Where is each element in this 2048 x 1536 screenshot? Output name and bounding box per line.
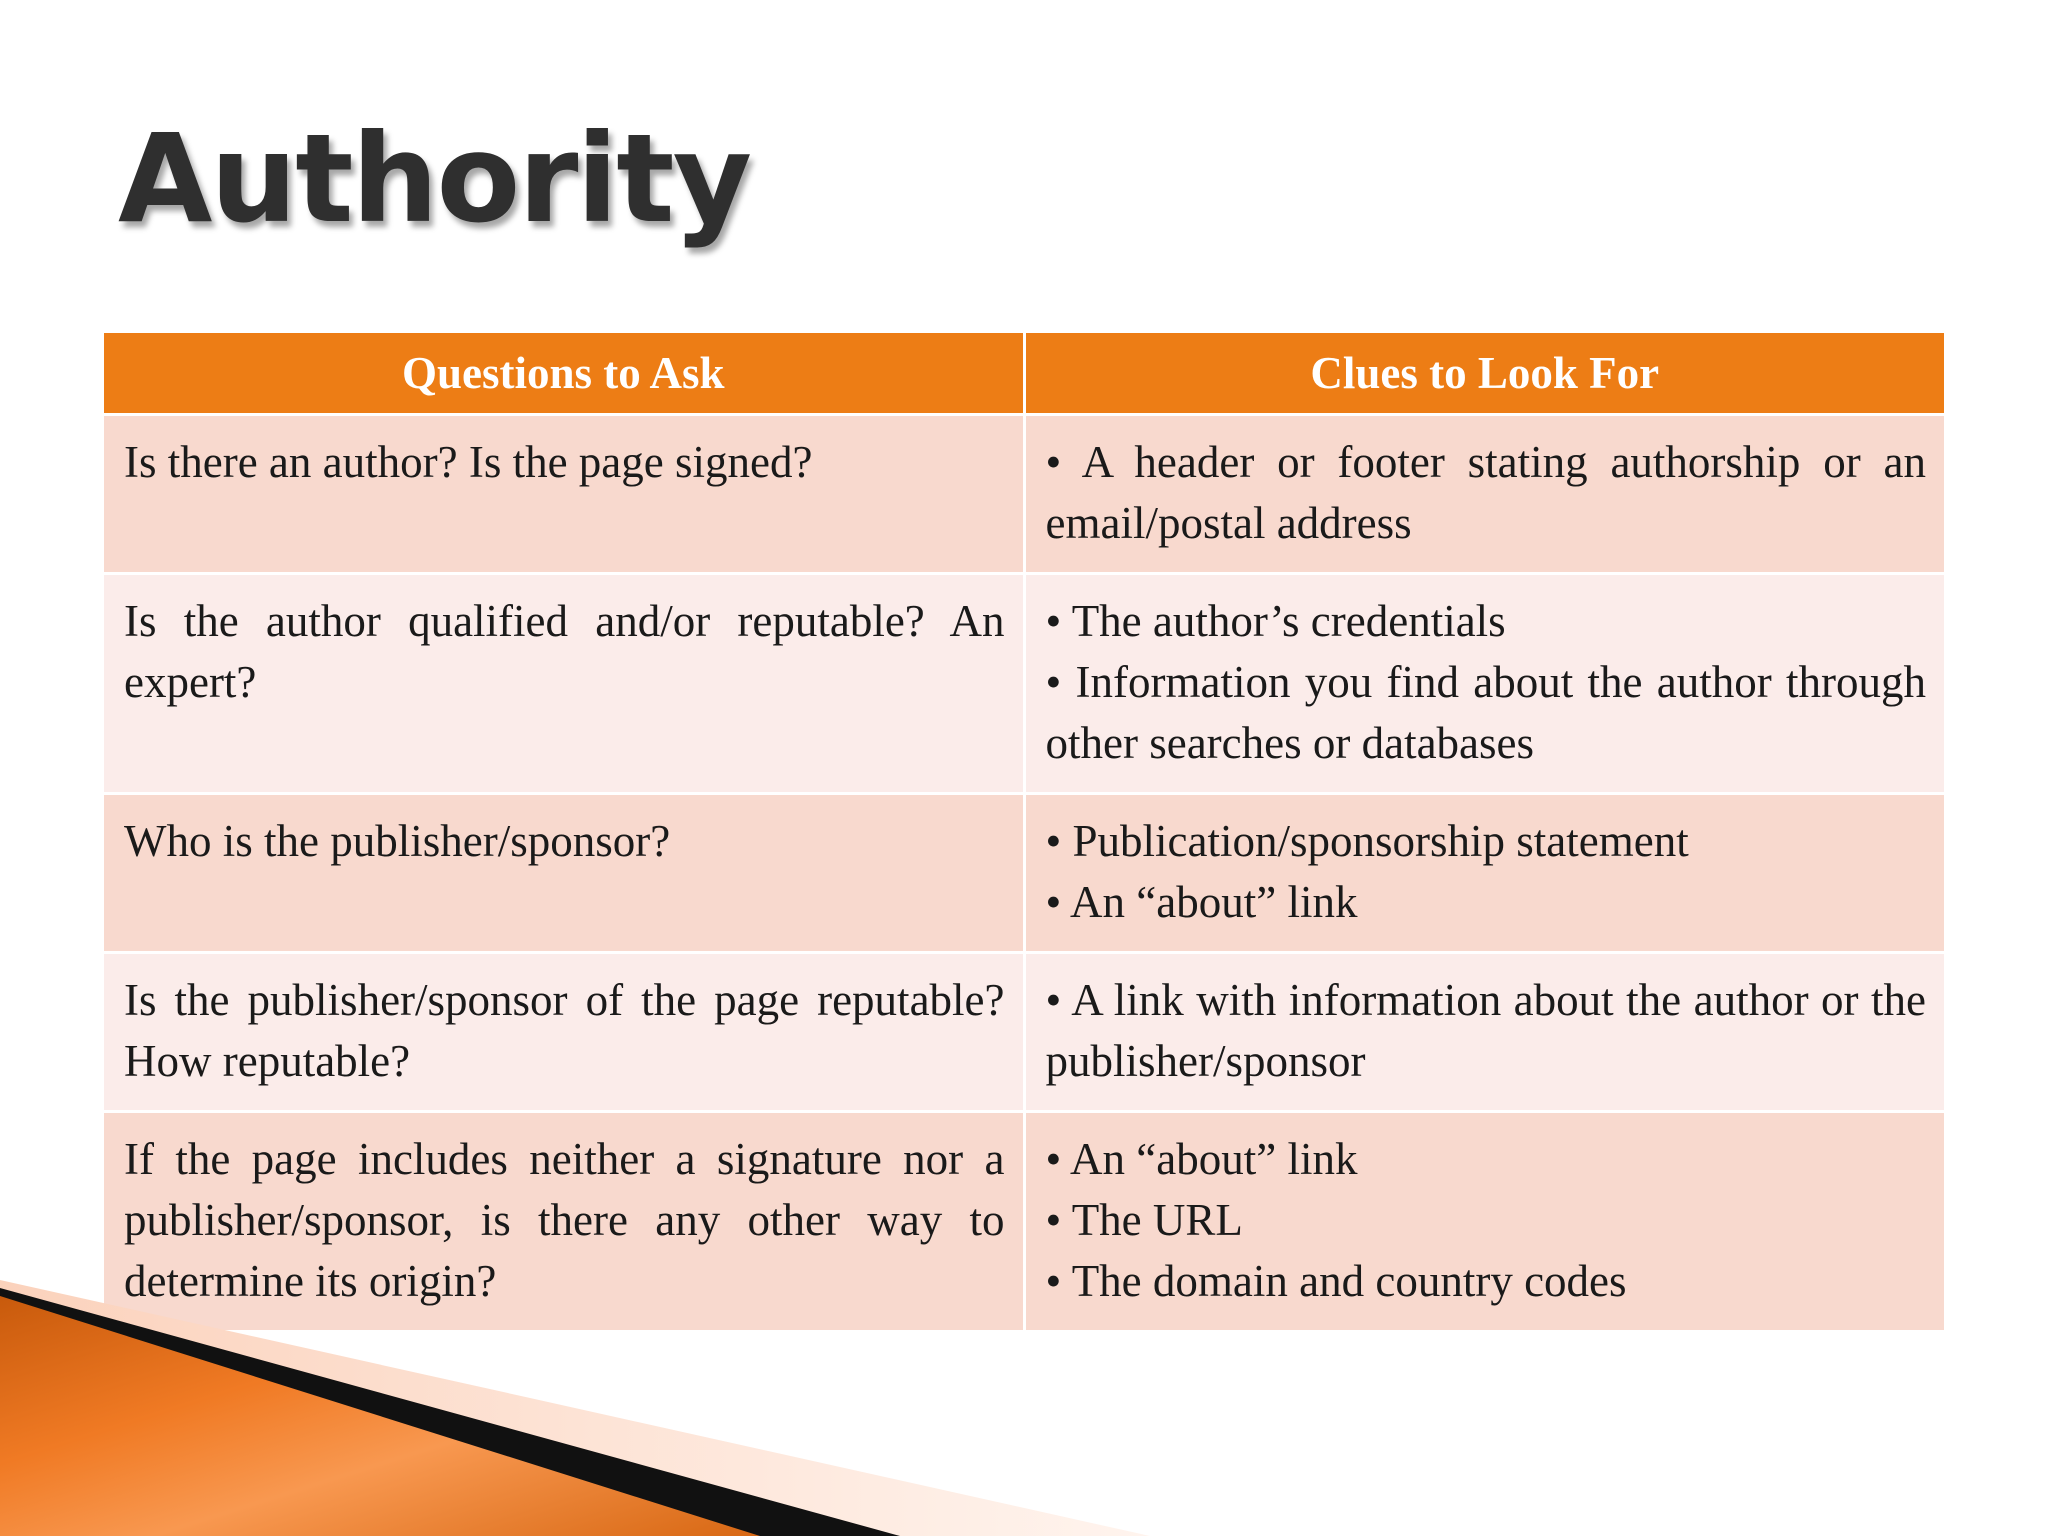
table-row [104, 953, 1944, 1112]
clue-item: • The URL [1045, 1195, 1243, 1245]
clues-cell [1024, 415, 1944, 574]
clue-item: • An “about” link [1045, 1134, 1358, 1184]
clues-cell [1024, 953, 1944, 1112]
question-cell: Is the author qualified and/or reputable? An expert? [104, 574, 1024, 794]
table-row [104, 415, 1944, 574]
authority-table [104, 333, 1944, 1333]
clues-cell [1024, 574, 1944, 794]
question-cell: Who is the publisher/sponsor? [104, 794, 1024, 953]
clue-item: • A link with information about the author or the publisher/sponsor [1045, 975, 1926, 1086]
table-row [104, 574, 1944, 794]
question-cell: Is there an author? Is the page signed? [104, 415, 1024, 574]
clue-item: • Information you find about the author through other searches or databases [1045, 657, 1926, 768]
header-clues: Clues to Look For [1024, 333, 1944, 415]
table-row [104, 794, 1944, 953]
clue-item: • The author’s credentials [1045, 596, 1506, 646]
table-header-row [104, 333, 1944, 415]
question-cell: Is the publisher/sponsor of the page reputable? How reputable? [104, 953, 1024, 1112]
clue-item: • A header or footer stating authorship or an email/postal address [1045, 437, 1926, 548]
header-questions: Questions to Ask [104, 333, 1024, 415]
corner-swoosh-decoration [0, 1270, 2048, 1536]
question-cell: If the page includes neither a signature nor a publisher/sponsor, is there any other way to determine its origin? [104, 1112, 1024, 1332]
clue-item: • The domain and country codes [1045, 1256, 1627, 1306]
clue-item: • An “about” link [1045, 877, 1358, 927]
slide-title: Authority [118, 108, 751, 250]
clue-item: • Publication/sponsorship statement [1045, 816, 1689, 866]
clues-cell [1024, 794, 1944, 953]
